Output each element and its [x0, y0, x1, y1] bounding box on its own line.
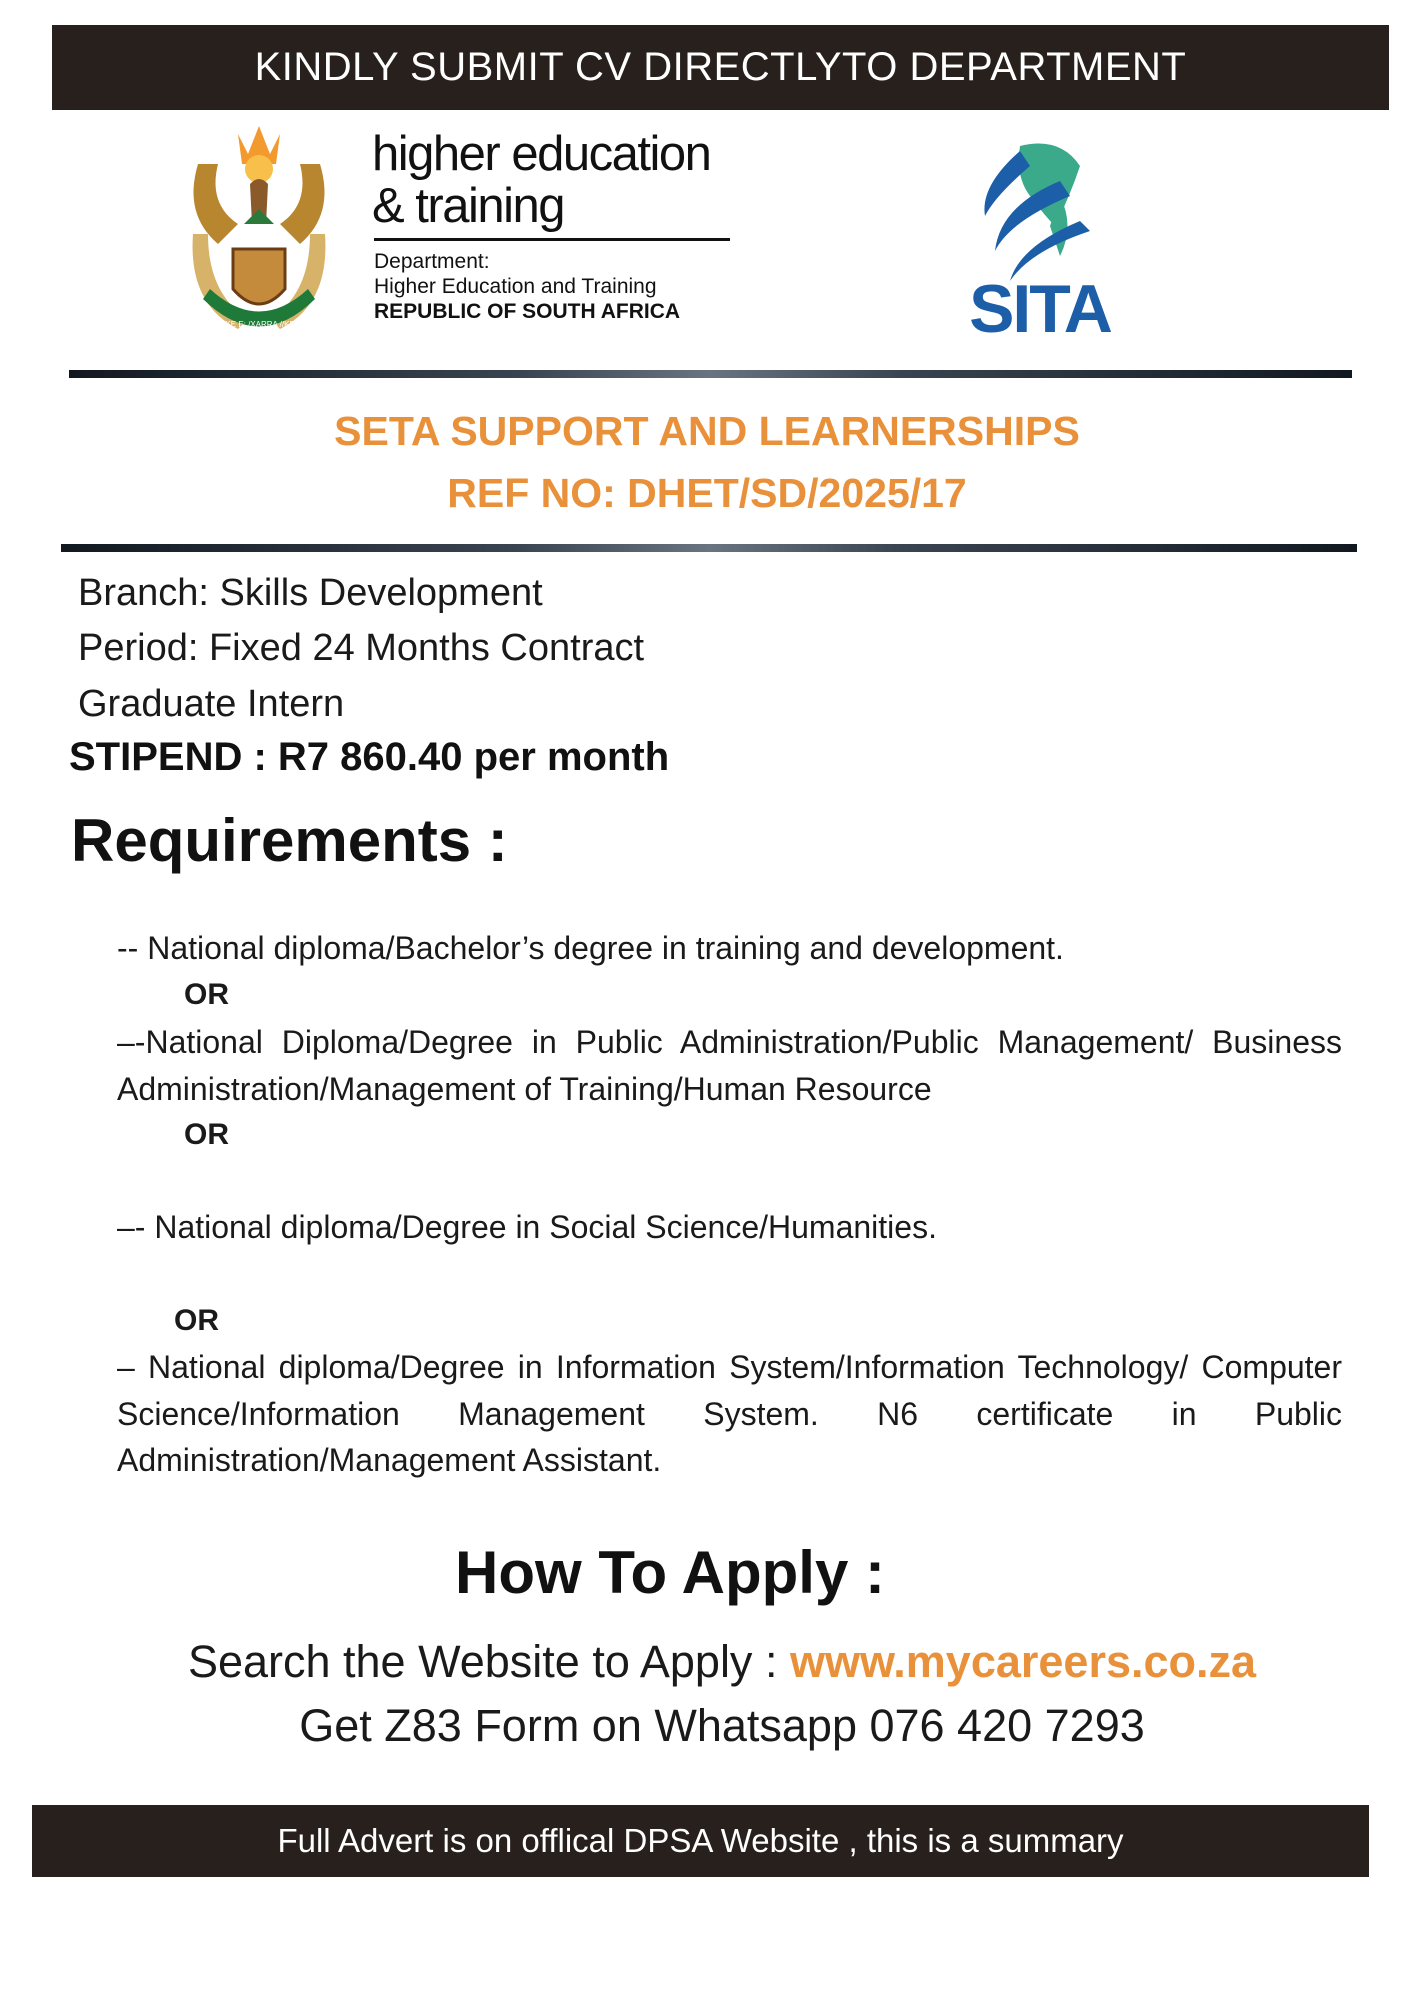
motto-text: !KE E: /XARRA //KE	[223, 320, 295, 329]
branch-text: Branch: Skills Development	[78, 572, 543, 614]
position-text: Graduate Intern	[78, 683, 345, 725]
top-banner-text: KINDLY SUBMIT CV DIRECTLYTO DEPARTMENT	[254, 45, 1187, 89]
reference-number: REF NO: DHET/SD/2025/17	[447, 470, 967, 516]
footer-banner	[32, 1805, 1369, 1877]
requirements-heading: Requirements :	[71, 807, 508, 874]
sita-logo-text: SITA	[969, 271, 1111, 341]
requirement-item-4: – National diploma/Degree in Information System/Information Technology/ Computer Science/Information Management System. N6 certificate in Public Administration/Management Assistant.	[117, 1349, 1342, 1479]
how-to-apply-heading: How To Apply :	[455, 1539, 885, 1606]
top-banner	[52, 25, 1389, 110]
divider-top	[69, 370, 1352, 378]
website-link[interactable]: www.mycareers.co.za	[789, 1636, 1257, 1687]
dhet-sub-country: REPUBLIC OF SOUTH AFRICA	[374, 300, 681, 323]
period-text: Period: Fixed 24 Months Contract	[78, 627, 645, 669]
requirement-item-2: –-National Diploma/Degree in Public Administration/Public Management/ Business Administration/Management of Training/Human Resource	[117, 1024, 1342, 1107]
sita-logo	[950, 136, 1130, 341]
requirement-item-1: -- National diploma/Bachelor’s degree in training and development.	[117, 930, 1064, 966]
requirement-or-2: OR	[184, 1118, 229, 1151]
dhet-sub-department: Department:	[374, 250, 490, 273]
divider-bottom	[61, 544, 1357, 552]
dhet-logo-rule	[374, 238, 730, 241]
dhet-title-line2: & training	[372, 179, 565, 233]
whatsapp-line: Get Z83 Form on Whatsapp 076 420 7293	[299, 1700, 1145, 1751]
stipend-text: STIPEND : R7 860.40 per month	[69, 735, 670, 779]
requirement-or-3: OR	[174, 1304, 219, 1337]
page-title: SETA SUPPORT AND LEARNERSHIPS	[334, 408, 1080, 454]
dhet-logo-subtitle	[374, 249, 680, 324]
apply-search-line	[0, 1636, 1414, 1688]
apply-search-text: Search the Website to Apply :	[187, 1636, 790, 1687]
coat-of-arms-logo	[178, 124, 340, 338]
dhet-title-line1: higher education	[372, 127, 711, 181]
dhet-logo-title	[372, 128, 710, 232]
requirement-item-3: –- National diploma/Degree in Social Science/Humanities.	[117, 1209, 937, 1245]
requirement-or-1: OR	[184, 978, 229, 1011]
footer-text: Full Advert is on offlical DPSA Website , this is a summary	[277, 1822, 1124, 1859]
dhet-sub-name: Higher Education and Training	[374, 275, 657, 298]
